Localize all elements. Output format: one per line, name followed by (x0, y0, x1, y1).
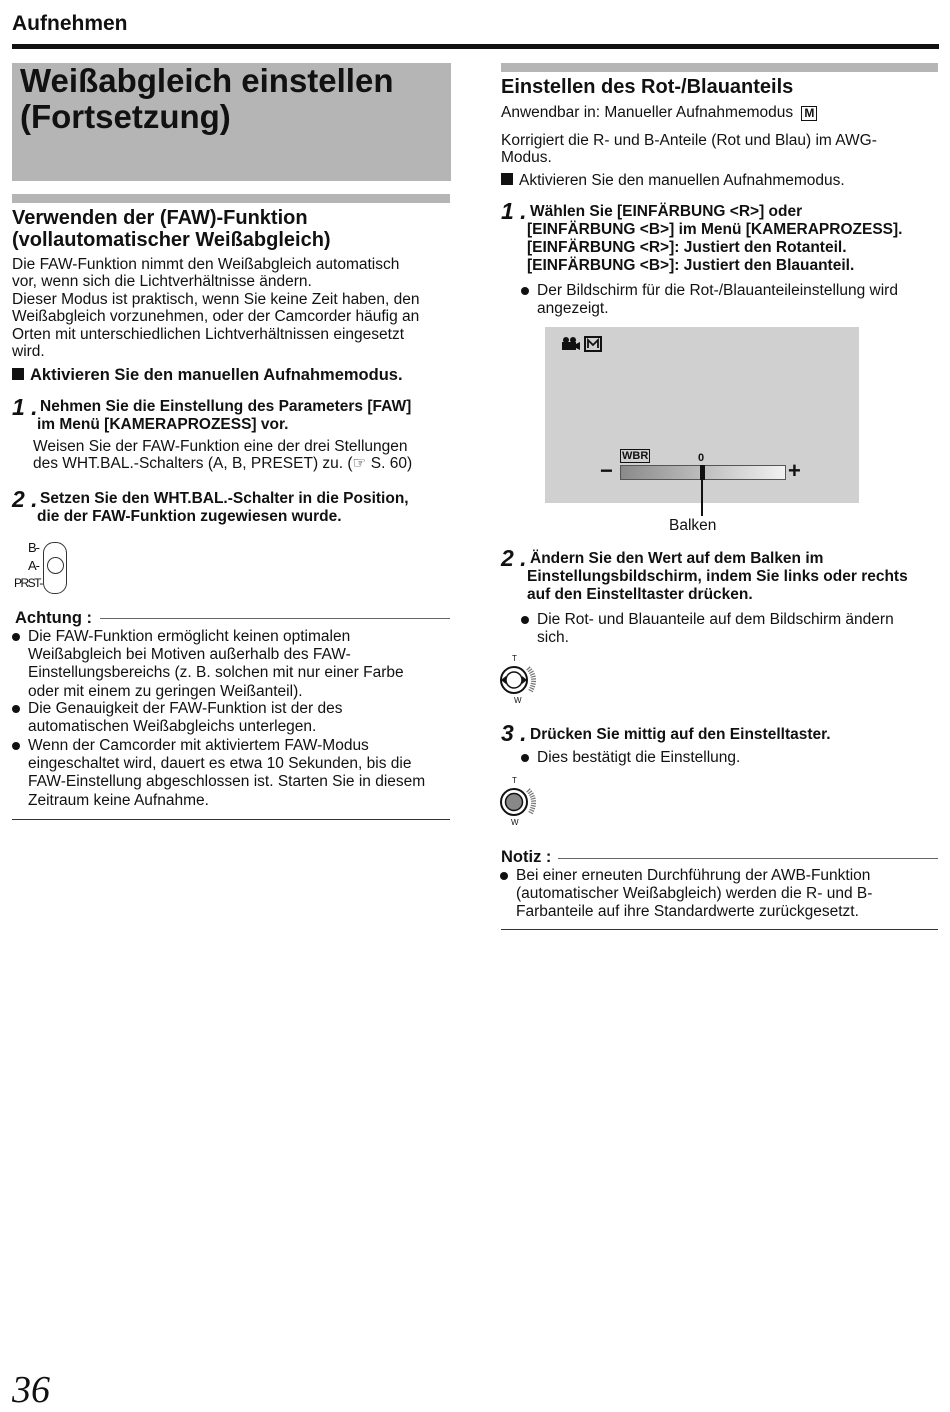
caution-end-rule (12, 819, 450, 820)
step2-title-line: Setzen Sie den WHT.BAL.-Schalter in die Position, (40, 490, 409, 507)
bullet-dot-icon (521, 616, 529, 624)
camera-mode-icon (560, 335, 604, 358)
faw-heading-line1: Verwenden der (FAW)-Funktion (12, 207, 308, 229)
rb-step1-bullet-line: Der Bildschirm für die Rot-/Blauanteileinstellung wird (537, 282, 898, 299)
bullet-dot-icon (12, 633, 20, 641)
caution-line: automatischen Weißabgleichs unterlegen. (28, 718, 317, 736)
rb-step2-bullet (537, 611, 894, 647)
activate-text: Aktivieren Sie den manuellen Aufnahmemodus. (519, 172, 845, 189)
section-bar (12, 194, 450, 203)
applicable-line (501, 104, 817, 121)
wht-bal-switch-illustration (14, 540, 74, 596)
bullet-dot-icon (521, 754, 529, 762)
rb-step1-title-line: Wählen Sie [EINFÄRBUNG <R>] oder (530, 203, 803, 220)
step1-body-line: des WHT.BAL.-Schalters (A, B, PRESET) zu. (☞ S. 60) (33, 455, 413, 473)
set-dial-left-right-icon (498, 654, 544, 706)
note-line: Farbanteile auf ihre Standardwerte zurückgesetzt. (516, 903, 859, 921)
step-number: 3 . (501, 720, 527, 746)
step-number: 2 . (501, 545, 527, 571)
activate-manual-mode (501, 172, 845, 189)
rb-step3-title: Drücken Sie mittig auf den Einstelltaster. (530, 726, 831, 743)
switch-label-preset: PRST- (14, 576, 42, 590)
square-bullet-icon (12, 368, 24, 380)
rb-step3-bullet-line: Dies bestätigt die Einstellung. (537, 749, 741, 766)
step-number: 2 . (12, 486, 38, 512)
rb-step1-title-line: [EINFÄRBUNG <R>]: Justiert den Rotanteil. (527, 239, 847, 256)
caution-heading: Achtung : (15, 609, 92, 627)
rb-step3-bullet (537, 749, 740, 767)
step1-body-line: Weisen Sie der FAW-Funktion eine der drei Stellungen (33, 438, 408, 455)
wb-label: WBR (622, 450, 649, 462)
faw-heading (12, 207, 331, 251)
step2-title-line: die der FAW-Funktion zugewiesen wurde. (37, 508, 342, 525)
bullet-dot-icon (12, 742, 20, 750)
header-rule (12, 44, 939, 49)
section-bar (501, 63, 938, 72)
minus-icon: − (600, 458, 613, 483)
page-title-box (12, 63, 451, 181)
caution-line: Einstellungsbereichs (z. B. solchen mit nur einer Farbe (28, 664, 404, 682)
step1-title-line: im Menü [KAMERAPROZESS] vor. (37, 416, 289, 433)
rb-step1-bullet-line: angezeigt. (537, 300, 609, 318)
rb-step1-title-line: [EINFÄRBUNG <B>] im Menü [KAMERAPROZESS]. (527, 221, 903, 238)
caution-line: Die FAW-Funktion ermöglicht keinen optimalen (28, 628, 351, 645)
step1-title-line: Nehmen Sie die Einstellung des Parameters [FAW] (40, 398, 412, 415)
plus-icon: + (788, 458, 801, 483)
rb-intro (501, 132, 877, 167)
faw-intro (12, 256, 452, 360)
dial-t-label: T (512, 654, 517, 663)
intro-line: vor, wenn sich die Lichtverhältnisse ändern. (12, 273, 312, 291)
note-line: Bei einer erneuten Durchführung der AWB-Funktion (516, 867, 871, 884)
bullet-dot-icon (500, 872, 508, 880)
switch-label-a: A- (28, 558, 39, 573)
rb-step1-title-line: [EINFÄRBUNG <B>]: Justiert den Blauanteil. (527, 257, 855, 274)
page-title-line1: Weißabgleich einstellen (20, 62, 394, 99)
note-line: (automatischer Weißabgleich) werden die R- und B- (516, 885, 873, 903)
note-rule (558, 858, 938, 859)
caution-line: FAW-Einstellung abgeschlossen ist. Starten Sie in diesem (28, 773, 426, 791)
rb-step2-title-line: Ändern Sie den Wert auf dem Balken im (530, 550, 824, 567)
caution-item (28, 628, 404, 701)
zero-label: 0 (698, 452, 705, 464)
caution-line: eingeschaltet wird, dauert es etwa 10 Sekunden, bis die (28, 755, 412, 773)
intro-line: wird. (12, 343, 45, 361)
note-item (516, 867, 872, 922)
bullet-dot-icon (521, 287, 529, 295)
rb-intro-line: Modus. (501, 149, 552, 167)
caution-line: Weißabgleich bei Motiven außerhalb des FAW- (28, 646, 351, 664)
bar-callout-label: Balken (669, 517, 717, 534)
rb-step2-title (527, 550, 908, 604)
caution-item (28, 700, 342, 736)
intro-line: Die FAW-Funktion nimmt den Weißabgleich automatisch (12, 256, 400, 273)
intro-line: Dieser Modus ist praktisch, wenn Sie keine Zeit haben, den (12, 290, 420, 308)
intro-line: Weißabgleich vorzunehmen, oder der Camcorder häufig an (12, 308, 420, 326)
dial-w-label: W (514, 696, 522, 705)
callout-line (701, 480, 703, 516)
faw-heading-line2: (vollautomatischer Weißabgleich) (12, 229, 331, 251)
bar-marker (700, 465, 705, 480)
page-number: 36 (12, 1369, 50, 1411)
rb-step1-bullet (537, 282, 898, 318)
caution-line: Wenn der Camcorder mit aktiviertem FAW-Modus (28, 737, 369, 754)
switch-label-b: B- (28, 540, 39, 555)
caution-rule (100, 618, 450, 619)
note-heading: Notiz : (501, 848, 552, 866)
step-number: 1 . (12, 394, 38, 420)
step1-body (33, 438, 412, 473)
activate-manual-mode (12, 366, 403, 385)
step2-title (37, 490, 409, 526)
dial-t-label: T (512, 776, 517, 785)
set-dial-center-icon (498, 776, 544, 828)
rb-step2-title-line: auf den Einstelltaster drücken. (527, 586, 753, 603)
dial-w-label: W (511, 818, 519, 827)
rb-step1-title (527, 203, 903, 275)
section-label: Aufnehmen (12, 12, 128, 35)
rb-intro-line: Korrigiert die R- und B-Anteile (Rot und Blau) im AWG- (501, 132, 877, 149)
intro-line: Orten mit unterschiedlichen Lichtverhältnissen eingesetzt (12, 325, 405, 343)
manual-mode-icon: M (801, 106, 817, 121)
rb-step2-title-line: Einstellungsbildschirm, indem Sie links oder rechts (527, 568, 908, 585)
applicable-text: Anwendbar in: Manueller Aufnahmemodus (501, 104, 794, 121)
caution-item (28, 737, 425, 810)
activate-text: Aktivieren Sie den manuellen Aufnahmemodus. (30, 366, 403, 384)
square-bullet-icon (501, 173, 513, 185)
switch-knob-icon (47, 557, 64, 574)
step1-title (37, 398, 412, 434)
note-end-rule (501, 929, 938, 930)
caution-line: Die Genauigkeit der FAW-Funktion ist der des (28, 700, 343, 717)
rb-heading: Einstellen des Rot-/Blauanteils (501, 76, 794, 98)
page-title-line2: (Fortsetzung) (20, 98, 231, 135)
bullet-dot-icon (12, 705, 20, 713)
rb-step2-bullet-line: Die Rot- und Blauanteile auf dem Bildschirm ändern (537, 611, 894, 628)
rb-step2-bullet-line: sich. (537, 629, 569, 647)
step-number: 1 . (501, 198, 527, 224)
caution-line: Zeitraum keine Aufnahme. (28, 791, 209, 809)
caution-line: oder mit einem zu geringen Weißanteil). (28, 682, 303, 700)
